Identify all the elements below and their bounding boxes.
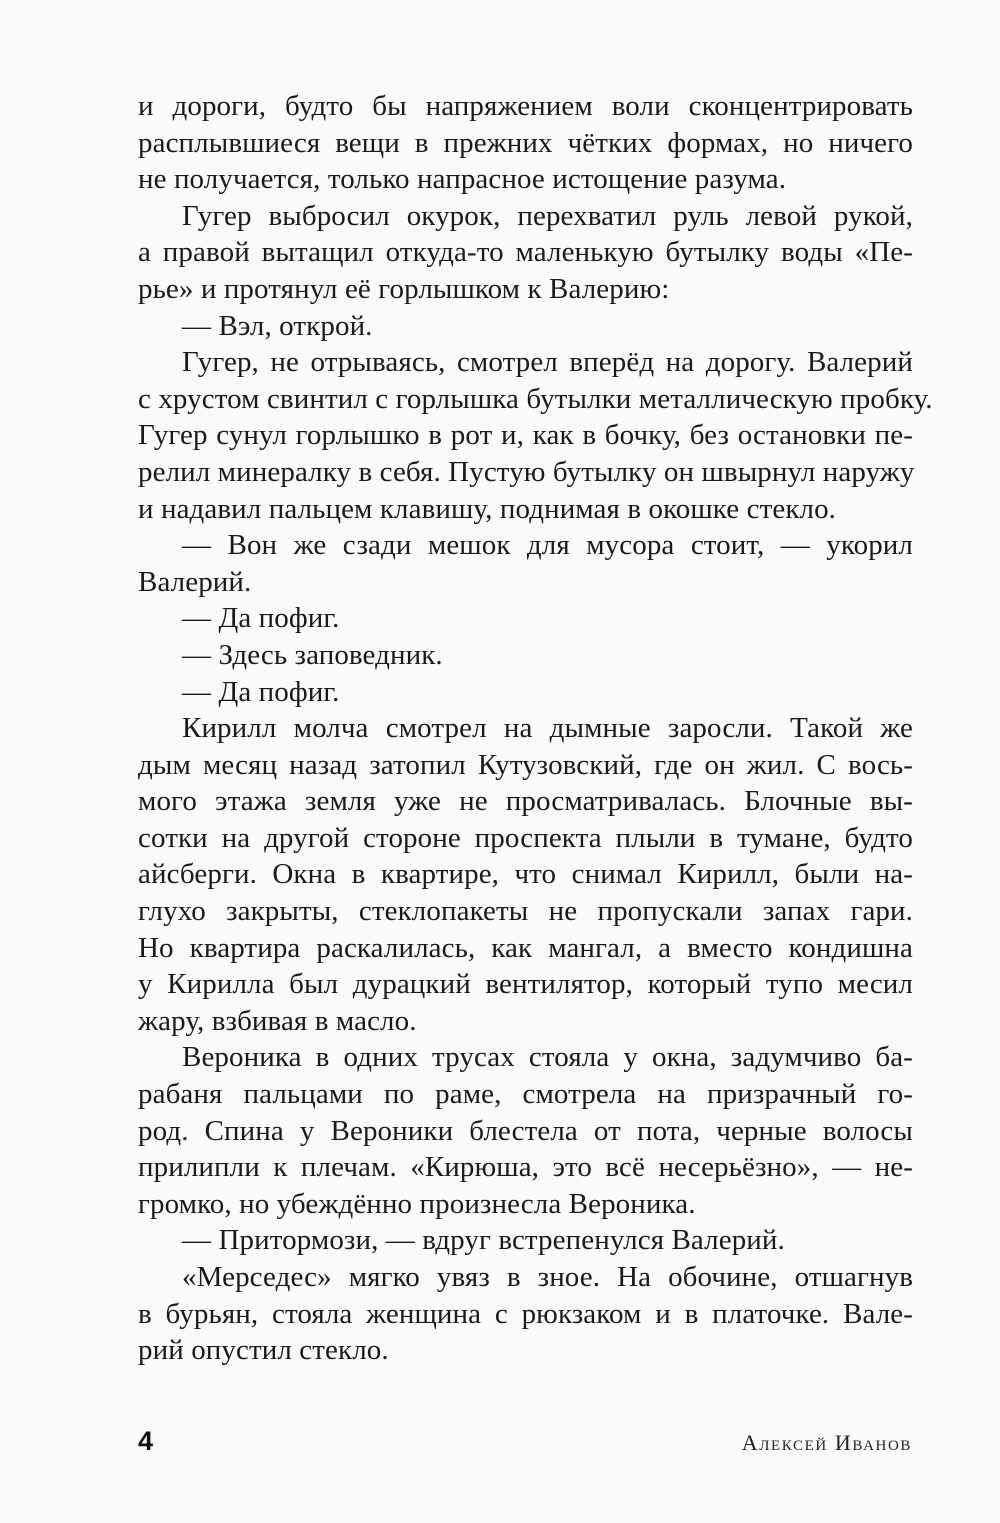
text-line: с хрустом свинтил с горлышка бутылки металлическую пробку.: [138, 382, 933, 415]
text-line: рабаня пальцами по раме, смотрела на призрачный го-: [138, 1078, 913, 1111]
text-line: айсберги. Окна в квартире, что снимал Кирилл, были на-: [138, 858, 913, 891]
text-line: — Да пофиг.: [182, 602, 340, 635]
text-line: рье» и протянул её горлышком к Валерию:: [138, 272, 670, 305]
text-line: Валерий.: [138, 565, 252, 598]
text-line: жару, взбивая в масло.: [138, 1004, 417, 1037]
body-text: [138, 88, 933, 1369]
text-line: Гугер сунул горлышко в рот и, как в бочку, без остановки пе-: [138, 419, 913, 452]
text-line: расплывшиеся вещи в прежних чётких формах, но ничего: [138, 126, 913, 159]
text-line: сотки на другой стороне проспекта плыли в тумане, будто: [138, 821, 913, 854]
page-footer: [0, 1424, 1000, 1464]
running-head-text: Алексей Иванов: [741, 1430, 912, 1455]
text-line: мого этажа земля уже не просматривалась. Блочные вы-: [138, 785, 913, 818]
text-line: дым месяц назад затопил Кутузовский, где он жил. С вось-: [138, 748, 913, 781]
text-line: — Да пофиг.: [182, 675, 340, 708]
text-line: в бурьян, стояла женщина с рюкзаком и в платочке. Вале-: [138, 1297, 913, 1330]
text-line: «Мерседес» мягко увяз в зное. На обочине, отшагнув: [182, 1261, 913, 1293]
text-line: не получается, только напрасное истощение разума.: [138, 163, 787, 196]
running-head-author: [742, 1428, 912, 1458]
text-line: прилипли к плечам. «Кирюша, это всё несерьёзно», — не-: [138, 1151, 913, 1184]
text-line: глухо закрыты, стеклопакеты не пропускали запах гари.: [138, 895, 913, 928]
text-line: Вероника в одних трусах стояла у окна, задумчиво ба-: [182, 1041, 913, 1074]
text-line: рий опустил стекло.: [138, 1334, 389, 1367]
text-line: Кирилл молча смотрел на дымные заросли. Такой же: [182, 712, 913, 745]
text-line: Но квартира раскалилась, как мангал, а вместо кондишна: [138, 931, 913, 964]
text-line: релил минералку в себя. Пустую бутылку он швырнул наружу: [138, 455, 915, 488]
text-line: и надавил пальцем клавишу, поднимая в окошке стекло.: [138, 492, 837, 525]
page-number: 4: [138, 1426, 154, 1456]
text-line: — Притормози, — вдруг встрепенулся Валерий.: [182, 1224, 785, 1257]
text-line: Гугер выбросил окурок, перехватил руль левой рукой,: [182, 199, 913, 232]
text-line: и дороги, будто бы напряжением воли сконцентрировать: [138, 90, 913, 122]
text-line: у Кирилла был дурацкий вентилятор, который тупо месил: [138, 968, 913, 1001]
text-line: род. Спина у Вероники блестела от пота, черные волосы: [138, 1114, 913, 1147]
text-line: Гугер, не отрываясь, смотрел вперёд на дорогу. Валерий: [182, 346, 913, 379]
text-line: громко, но убеждённо произнесла Вероника.: [138, 1187, 696, 1220]
text-line: — Здесь заповедник.: [182, 638, 443, 671]
text-line: — Вон же сзади мешок для мусора стоит, — укорил: [182, 529, 913, 562]
text-line: — Вэл, открой.: [182, 309, 373, 342]
text-line: а правой вытащил откуда-то маленькую бутылку воды «Пе-: [138, 236, 913, 269]
